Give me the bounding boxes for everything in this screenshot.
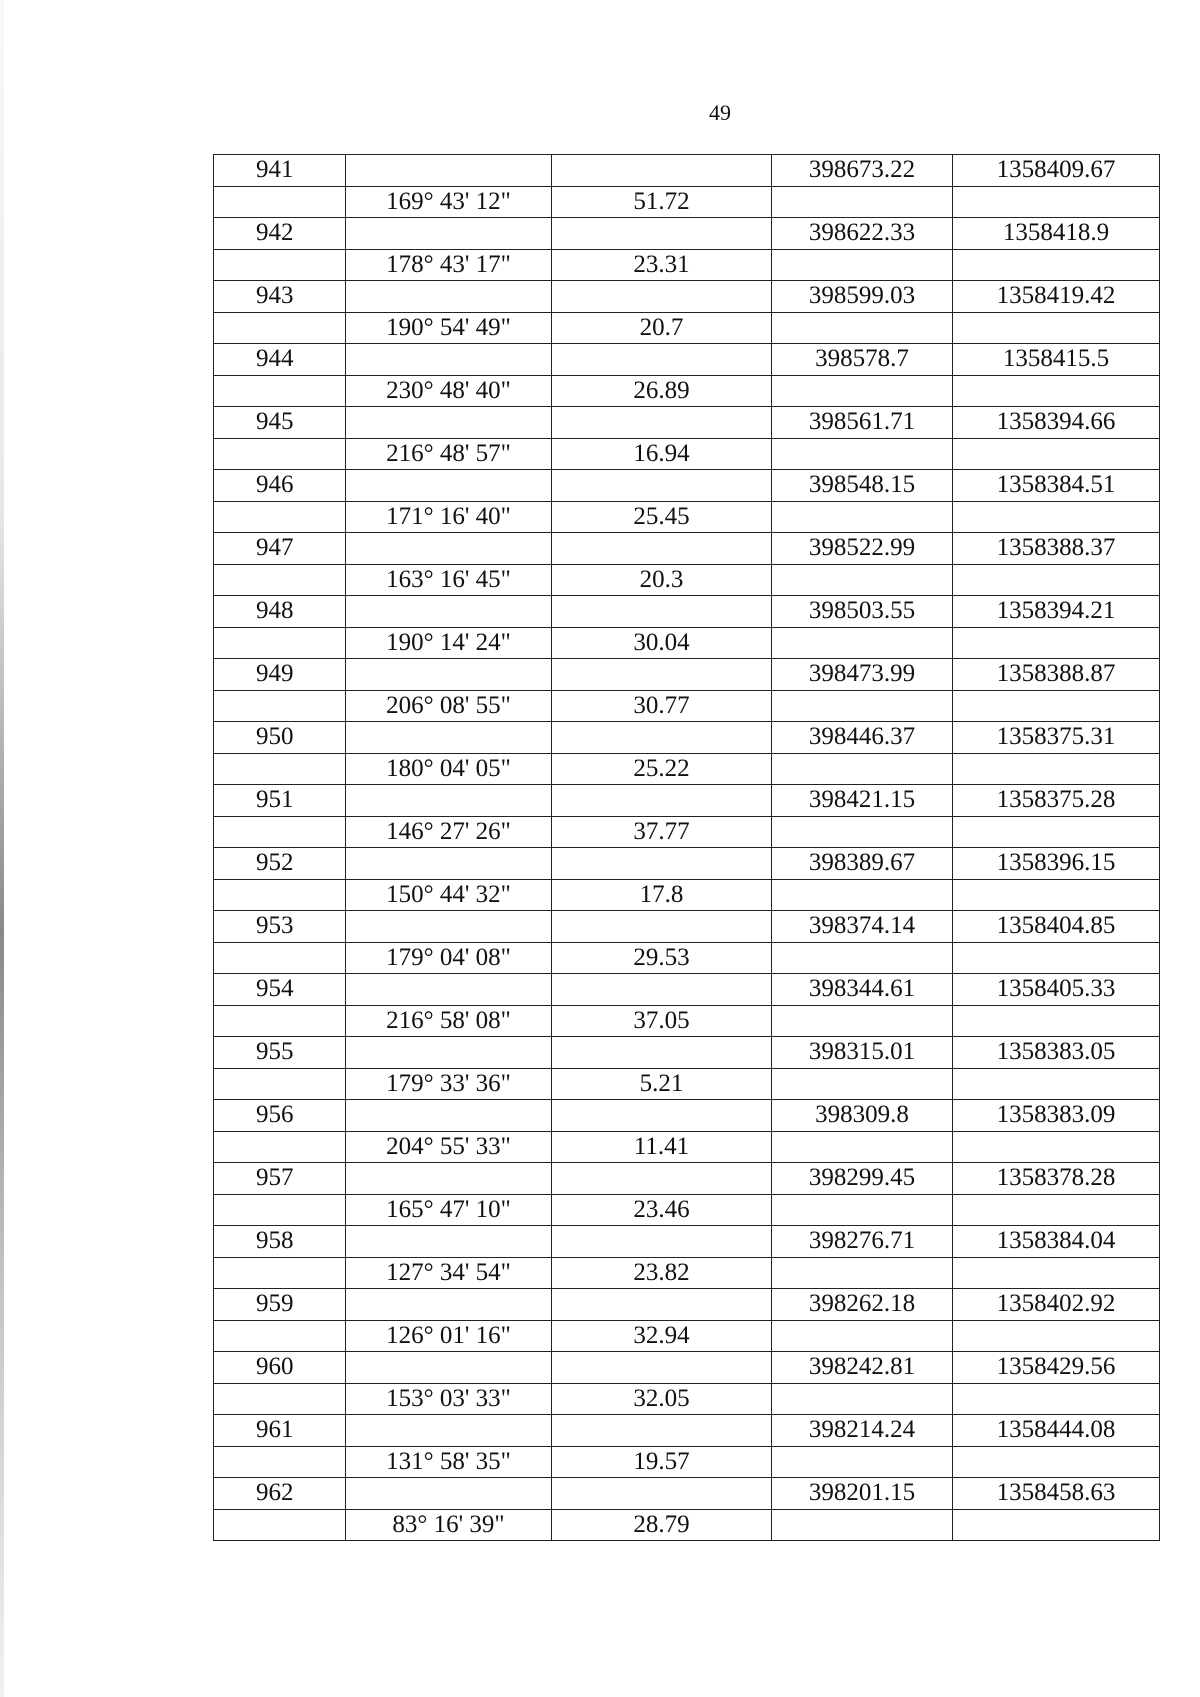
northing-cell <box>772 627 953 659</box>
easting-cell: 1358405.33 <box>953 974 1160 1006</box>
distance-cell: 25.22 <box>552 753 772 785</box>
easting-cell <box>953 501 1160 533</box>
point-id-cell <box>214 690 346 722</box>
point-id-cell: 961 <box>214 1415 346 1447</box>
point-id-cell: 955 <box>214 1037 346 1069</box>
point-id-cell: 947 <box>214 533 346 565</box>
northing-cell: 398389.67 <box>772 848 953 880</box>
bearing-cell: 131° 58' 35" <box>346 1446 552 1478</box>
northing-cell: 398276.71 <box>772 1226 953 1258</box>
easting-cell: 1358404.85 <box>953 911 1160 943</box>
distance-cell <box>552 911 772 943</box>
northing-cell <box>772 501 953 533</box>
point-id-cell: 954 <box>214 974 346 1006</box>
point-id-cell: 962 <box>214 1478 346 1510</box>
distance-cell <box>552 407 772 439</box>
distance-cell: 28.79 <box>552 1509 772 1541</box>
point-row <box>214 1415 1160 1447</box>
leg-row <box>214 627 1160 659</box>
point-id-cell <box>214 564 346 596</box>
distance-cell <box>552 974 772 1006</box>
bearing-cell: 163° 16' 45" <box>346 564 552 596</box>
bearing-cell: 165° 47' 10" <box>346 1194 552 1226</box>
bearing-cell <box>346 722 552 754</box>
point-id-cell <box>214 438 346 470</box>
leg-row <box>214 690 1160 722</box>
easting-cell <box>953 753 1160 785</box>
bearing-cell: 206° 08' 55" <box>346 690 552 722</box>
northing-cell <box>772 1383 953 1415</box>
easting-cell: 1358378.28 <box>953 1163 1160 1195</box>
distance-cell <box>552 1289 772 1321</box>
northing-cell <box>772 564 953 596</box>
easting-cell: 1358388.37 <box>953 533 1160 565</box>
distance-cell: 11.41 <box>552 1131 772 1163</box>
point-row <box>214 1478 1160 1510</box>
northing-cell: 398374.14 <box>772 911 953 943</box>
point-id-cell <box>214 1194 346 1226</box>
distance-cell: 5.21 <box>552 1068 772 1100</box>
point-row <box>214 470 1160 502</box>
northing-cell: 398344.61 <box>772 974 953 1006</box>
easting-cell <box>953 1446 1160 1478</box>
point-id-cell: 953 <box>214 911 346 943</box>
point-id-cell: 949 <box>214 659 346 691</box>
leg-row <box>214 312 1160 344</box>
easting-cell <box>953 1509 1160 1541</box>
bearing-cell: 126° 01' 16" <box>346 1320 552 1352</box>
easting-cell: 1358383.05 <box>953 1037 1160 1069</box>
point-row <box>214 596 1160 628</box>
bearing-cell <box>346 1289 552 1321</box>
distance-cell <box>552 533 772 565</box>
bearing-cell: 179° 33' 36" <box>346 1068 552 1100</box>
easting-cell <box>953 1320 1160 1352</box>
distance-cell: 30.04 <box>552 627 772 659</box>
point-id-cell <box>214 1005 346 1037</box>
leg-row <box>214 1320 1160 1352</box>
point-id-cell <box>214 501 346 533</box>
point-row <box>214 281 1160 313</box>
northing-cell <box>772 1446 953 1478</box>
distance-cell: 51.72 <box>552 186 772 218</box>
point-id-cell <box>214 1257 346 1289</box>
point-row <box>214 911 1160 943</box>
easting-cell: 1358458.63 <box>953 1478 1160 1510</box>
easting-cell: 1358375.31 <box>953 722 1160 754</box>
distance-cell <box>552 1478 772 1510</box>
bearing-cell <box>346 344 552 376</box>
northing-cell: 398561.71 <box>772 407 953 439</box>
easting-cell <box>953 816 1160 848</box>
distance-cell: 23.46 <box>552 1194 772 1226</box>
bearing-cell <box>346 1226 552 1258</box>
easting-cell: 1358384.04 <box>953 1226 1160 1258</box>
point-id-cell: 946 <box>214 470 346 502</box>
northing-cell: 398548.15 <box>772 470 953 502</box>
distance-cell: 23.82 <box>552 1257 772 1289</box>
point-id-cell <box>214 942 346 974</box>
easting-cell: 1358394.66 <box>953 407 1160 439</box>
point-id-cell <box>214 186 346 218</box>
distance-cell <box>552 218 772 250</box>
leg-row <box>214 753 1160 785</box>
northing-cell <box>772 690 953 722</box>
northing-cell: 398201.15 <box>772 1478 953 1510</box>
point-id-cell <box>214 1446 346 1478</box>
northing-cell: 398309.8 <box>772 1100 953 1132</box>
distance-cell: 25.45 <box>552 501 772 533</box>
leg-row <box>214 249 1160 281</box>
point-id-cell: 958 <box>214 1226 346 1258</box>
distance-cell <box>552 1226 772 1258</box>
bearing-cell: 150° 44' 32" <box>346 879 552 911</box>
distance-cell <box>552 1163 772 1195</box>
easting-cell: 1358402.92 <box>953 1289 1160 1321</box>
point-row <box>214 155 1160 187</box>
distance-cell: 16.94 <box>552 438 772 470</box>
bearing-cell <box>346 218 552 250</box>
distance-cell <box>552 722 772 754</box>
easting-cell: 1358444.08 <box>953 1415 1160 1447</box>
point-id-cell: 960 <box>214 1352 346 1384</box>
leg-row <box>214 1509 1160 1541</box>
point-id-cell <box>214 1131 346 1163</box>
point-id-cell <box>214 627 346 659</box>
point-id-cell <box>214 1383 346 1415</box>
distance-cell <box>552 848 772 880</box>
point-id-cell: 956 <box>214 1100 346 1132</box>
northing-cell <box>772 1194 953 1226</box>
leg-row <box>214 1005 1160 1037</box>
distance-cell <box>552 155 772 187</box>
easting-cell <box>953 1068 1160 1100</box>
bearing-cell: 216° 48' 57" <box>346 438 552 470</box>
point-id-cell: 957 <box>214 1163 346 1195</box>
point-id-cell: 948 <box>214 596 346 628</box>
leg-row <box>214 564 1160 596</box>
bearing-cell: 190° 54' 49" <box>346 312 552 344</box>
easting-cell: 1358418.9 <box>953 218 1160 250</box>
distance-cell: 32.05 <box>552 1383 772 1415</box>
coordinate-table-body <box>214 155 1160 1541</box>
northing-cell <box>772 1005 953 1037</box>
distance-cell <box>552 470 772 502</box>
northing-cell <box>772 942 953 974</box>
leg-row <box>214 1383 1160 1415</box>
leg-row <box>214 1446 1160 1478</box>
point-id-cell <box>214 375 346 407</box>
easting-cell <box>953 438 1160 470</box>
distance-cell: 30.77 <box>552 690 772 722</box>
northing-cell: 398446.37 <box>772 722 953 754</box>
bearing-cell <box>346 533 552 565</box>
northing-cell: 398315.01 <box>772 1037 953 1069</box>
bearing-cell <box>346 1037 552 1069</box>
point-row <box>214 533 1160 565</box>
easting-cell: 1358419.42 <box>953 281 1160 313</box>
leg-row <box>214 879 1160 911</box>
point-row <box>214 218 1160 250</box>
leg-row <box>214 1068 1160 1100</box>
northing-cell: 398622.33 <box>772 218 953 250</box>
bearing-cell <box>346 785 552 817</box>
easting-cell: 1358409.67 <box>953 155 1160 187</box>
leg-row <box>214 816 1160 848</box>
northing-cell <box>772 879 953 911</box>
distance-cell <box>552 1352 772 1384</box>
bearing-cell: 153° 03' 33" <box>346 1383 552 1415</box>
easting-cell: 1358429.56 <box>953 1352 1160 1384</box>
distance-cell: 32.94 <box>552 1320 772 1352</box>
leg-row <box>214 1131 1160 1163</box>
distance-cell: 29.53 <box>552 942 772 974</box>
bearing-cell <box>346 1415 552 1447</box>
bearing-cell <box>346 1163 552 1195</box>
point-row <box>214 722 1160 754</box>
distance-cell <box>552 1037 772 1069</box>
easting-cell: 1358415.5 <box>953 344 1160 376</box>
easting-cell <box>953 564 1160 596</box>
easting-cell <box>953 1194 1160 1226</box>
bearing-cell <box>346 974 552 1006</box>
easting-cell: 1358384.51 <box>953 470 1160 502</box>
point-row <box>214 407 1160 439</box>
bearing-cell: 178° 43' 17" <box>346 249 552 281</box>
point-id-cell: 941 <box>214 155 346 187</box>
bearing-cell <box>346 1352 552 1384</box>
northing-cell: 398242.81 <box>772 1352 953 1384</box>
point-row <box>214 1226 1160 1258</box>
distance-cell <box>552 1100 772 1132</box>
bearing-cell: 127° 34' 54" <box>346 1257 552 1289</box>
distance-cell <box>552 281 772 313</box>
distance-cell <box>552 785 772 817</box>
bearing-cell <box>346 1100 552 1132</box>
point-row <box>214 1100 1160 1132</box>
leg-row <box>214 186 1160 218</box>
distance-cell: 37.05 <box>552 1005 772 1037</box>
easting-cell <box>953 312 1160 344</box>
northing-cell <box>772 753 953 785</box>
point-id-cell <box>214 879 346 911</box>
distance-cell <box>552 596 772 628</box>
easting-cell: 1358375.28 <box>953 785 1160 817</box>
bearing-cell: 169° 43' 12" <box>346 186 552 218</box>
distance-cell: 20.3 <box>552 564 772 596</box>
northing-cell: 398522.99 <box>772 533 953 565</box>
northing-cell <box>772 249 953 281</box>
leg-row <box>214 501 1160 533</box>
point-id-cell <box>214 753 346 785</box>
bearing-cell: 179° 04' 08" <box>346 942 552 974</box>
northing-cell <box>772 312 953 344</box>
bearing-cell <box>346 281 552 313</box>
distance-cell: 17.8 <box>552 879 772 911</box>
point-row <box>214 344 1160 376</box>
bearing-cell: 83° 16' 39" <box>346 1509 552 1541</box>
leg-row <box>214 375 1160 407</box>
easting-cell <box>953 375 1160 407</box>
northing-cell <box>772 375 953 407</box>
easting-cell <box>953 1131 1160 1163</box>
northing-cell <box>772 186 953 218</box>
point-id-cell <box>214 816 346 848</box>
point-id-cell <box>214 249 346 281</box>
easting-cell <box>953 249 1160 281</box>
bearing-cell: 190° 14' 24" <box>346 627 552 659</box>
distance-cell: 26.89 <box>552 375 772 407</box>
point-id-cell: 942 <box>214 218 346 250</box>
point-id-cell: 950 <box>214 722 346 754</box>
northing-cell <box>772 816 953 848</box>
bearing-cell <box>346 848 552 880</box>
point-row <box>214 785 1160 817</box>
point-id-cell <box>214 1509 346 1541</box>
northing-cell: 398673.22 <box>772 155 953 187</box>
point-id-cell: 952 <box>214 848 346 880</box>
northing-cell: 398214.24 <box>772 1415 953 1447</box>
bearing-cell: 171° 16' 40" <box>346 501 552 533</box>
bearing-cell <box>346 1478 552 1510</box>
point-row <box>214 1163 1160 1195</box>
scan-edge-shadow <box>0 0 4 1697</box>
point-row <box>214 1352 1160 1384</box>
easting-cell: 1358396.15 <box>953 848 1160 880</box>
northing-cell: 398599.03 <box>772 281 953 313</box>
distance-cell <box>552 344 772 376</box>
bearing-cell: 146° 27' 26" <box>346 816 552 848</box>
bearing-cell <box>346 659 552 691</box>
bearing-cell: 180° 04' 05" <box>346 753 552 785</box>
northing-cell <box>772 1509 953 1541</box>
easting-cell: 1358383.09 <box>953 1100 1160 1132</box>
leg-row <box>214 1194 1160 1226</box>
easting-cell <box>953 627 1160 659</box>
easting-cell <box>953 942 1160 974</box>
point-row <box>214 1037 1160 1069</box>
bearing-cell <box>346 407 552 439</box>
point-id-cell: 951 <box>214 785 346 817</box>
bearing-cell <box>346 911 552 943</box>
point-id-cell: 943 <box>214 281 346 313</box>
easting-cell: 1358388.87 <box>953 659 1160 691</box>
leg-row <box>214 1257 1160 1289</box>
point-id-cell <box>214 312 346 344</box>
northing-cell <box>772 438 953 470</box>
northing-cell: 398473.99 <box>772 659 953 691</box>
easting-cell <box>953 186 1160 218</box>
northing-cell: 398578.7 <box>772 344 953 376</box>
bearing-cell: 204° 55' 33" <box>346 1131 552 1163</box>
distance-cell <box>552 659 772 691</box>
northing-cell <box>772 1068 953 1100</box>
northing-cell: 398262.18 <box>772 1289 953 1321</box>
point-row <box>214 1289 1160 1321</box>
easting-cell <box>953 1257 1160 1289</box>
leg-row <box>214 438 1160 470</box>
bearing-cell <box>346 155 552 187</box>
bearing-cell <box>346 470 552 502</box>
point-id-cell <box>214 1068 346 1100</box>
northing-cell <box>772 1320 953 1352</box>
northing-cell <box>772 1131 953 1163</box>
point-id-cell: 945 <box>214 407 346 439</box>
easting-cell <box>953 1005 1160 1037</box>
distance-cell: 37.77 <box>552 816 772 848</box>
distance-cell: 19.57 <box>552 1446 772 1478</box>
bearing-cell: 216° 58' 08" <box>346 1005 552 1037</box>
point-row <box>214 659 1160 691</box>
bearing-cell <box>346 596 552 628</box>
northing-cell <box>772 1257 953 1289</box>
distance-cell: 20.7 <box>552 312 772 344</box>
distance-cell <box>552 1415 772 1447</box>
page-number: 49 <box>709 100 731 125</box>
easting-cell <box>953 1383 1160 1415</box>
easting-cell <box>953 690 1160 722</box>
leg-row <box>214 942 1160 974</box>
distance-cell: 23.31 <box>552 249 772 281</box>
point-id-cell <box>214 1320 346 1352</box>
northing-cell: 398299.45 <box>772 1163 953 1195</box>
northing-cell: 398503.55 <box>772 596 953 628</box>
coordinate-table <box>213 154 1160 1541</box>
northing-cell: 398421.15 <box>772 785 953 817</box>
point-id-cell: 944 <box>214 344 346 376</box>
easting-cell <box>953 879 1160 911</box>
easting-cell: 1358394.21 <box>953 596 1160 628</box>
point-row <box>214 848 1160 880</box>
point-id-cell: 959 <box>214 1289 346 1321</box>
point-row <box>214 974 1160 1006</box>
bearing-cell: 230° 48' 40" <box>346 375 552 407</box>
